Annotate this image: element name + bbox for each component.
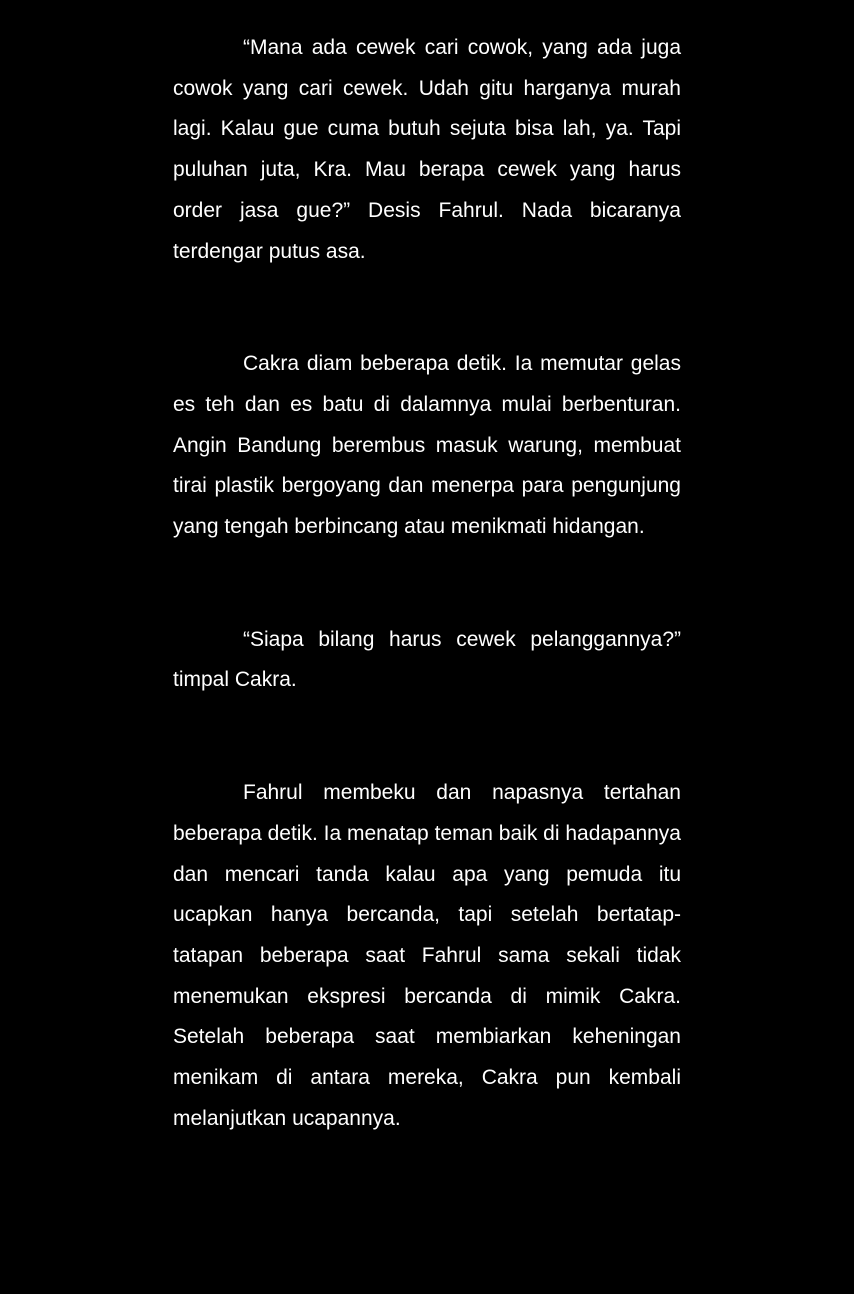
paragraph: Cakra diam beberapa detik. Ia memutar gelas es teh dan es batu di dalamnya mulai berbenturan. Angin Bandung berembus masuk warung, membuat tirai plastik bergoyang dan menerpa para pengunjung yang tengah berbincang atau menikmati hidangan. <box>173 352 681 539</box>
paragraph: “Siapa bilang harus cewek pelanggannya?” timpal Cakra. <box>173 627 681 692</box>
paragraph: Fahrul membeku dan napasnya tertahan beberapa detik. Ia menatap teman baik di hadapannya dan mencari tanda kalau apa yang pemuda itu ucapkan hanya bercanda, tapi setelah bertatap-tatapan beberapa saat Fahrul sama sekali tidak menemukan ekspresi bercanda di mimik Cakra. Setelah beberapa saat membiarkan keheningan menikam di antara mereka, Cakra pun kembali melanjutkan ucapannya. <box>173 781 681 1130</box>
paragraph: “Mana ada cewek cari cowok, yang ada juga cowok yang cari cewek. Udah gitu harganya murah lagi. Kalau gue cuma butuh sejuta bisa lah, ya. Tapi puluhan juta, Kra. Mau berapa cewek yang harus order jasa gue?” Desis Fahrul. Nada bicaranya terdengar putus asa. <box>173 36 681 263</box>
story-text <box>173 28 681 1139</box>
